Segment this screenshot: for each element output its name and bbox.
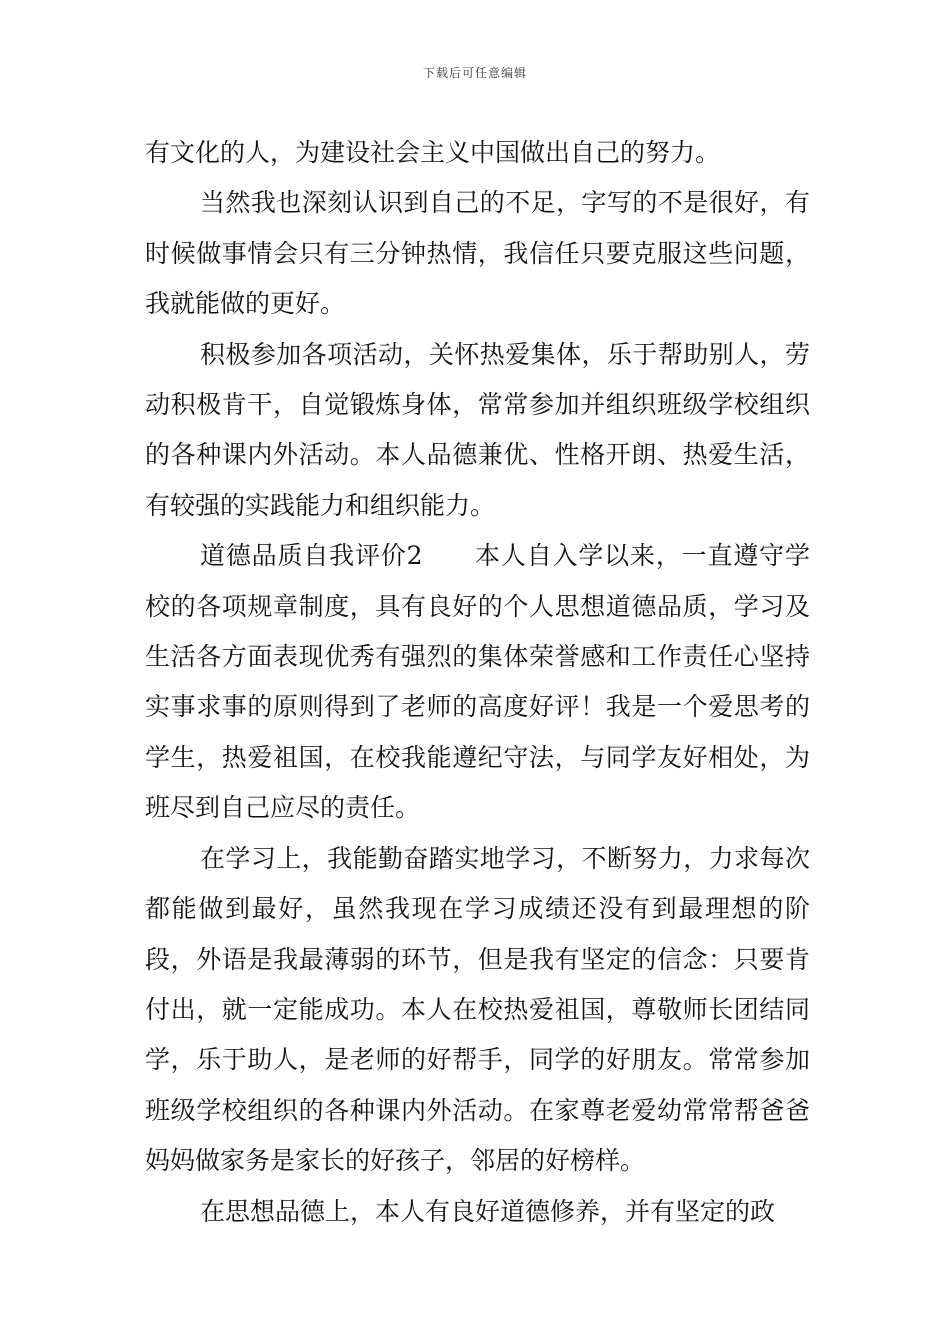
paragraph-activities: 积极参加各项活动，关怀热爱集体，乐于帮助别人，劳动积极肯干，自觉锻炼身体，常常参加并组织班级学校组织的各种课内外活动。本人品德兼优、性格开朗、热爱生活，有较强的实践能力和组织能力。 [145, 339, 810, 520]
paragraph-evaluation-2: 道德品质自我评价2 本人自入学以来，一直遵守学校的各项规章制度，具有良好的个人思想道德品质，学习及生活各方面表现优秀有强烈的集体荣誉感和工作责任心坚持实事求事的原则得到了老师的高度好评！我是一个爱思考的学生，热爱祖国，在校我能遵纪守法，与同学友好相处，为班尽到自己应尽的责任。 [145, 541, 810, 823]
paragraph-moral: 在思想品德上，本人有良好道德修养，并有坚定的政 [200, 1196, 776, 1226]
paragraph-study: 在学习上，我能勤奋踏实地学习，不断努力，力求每次都能做到最好，虽然我现在学习成绩还没有到最理想的阶段，外语是我最薄弱的环节，但是我有坚定的信念：只要肯付出，就一定能成功。本人在校热爱祖国，尊敬师长团结同学，乐于助人，是老师的好帮手，同学的好朋友。常常参加班级学校组织的各种课内外活动。在家尊老爱幼常常帮爸爸妈妈做家务是家长的好孩子，邻居的好榜样。 [145, 843, 810, 1176]
paragraph-shortcomings: 当然我也深刻认识到自己的不足，字写的不是很好，有时候做事情会只有三分钟热情，我信任只要克服这些问题，我就能做的更好。 [145, 188, 810, 319]
page-header: 下载后可任意编辑 [422, 66, 527, 80]
document-body [145, 128, 810, 1237]
paragraph-continuation: 有文化的人，为建设社会主义中国做出自己的努力。 [145, 138, 721, 167]
